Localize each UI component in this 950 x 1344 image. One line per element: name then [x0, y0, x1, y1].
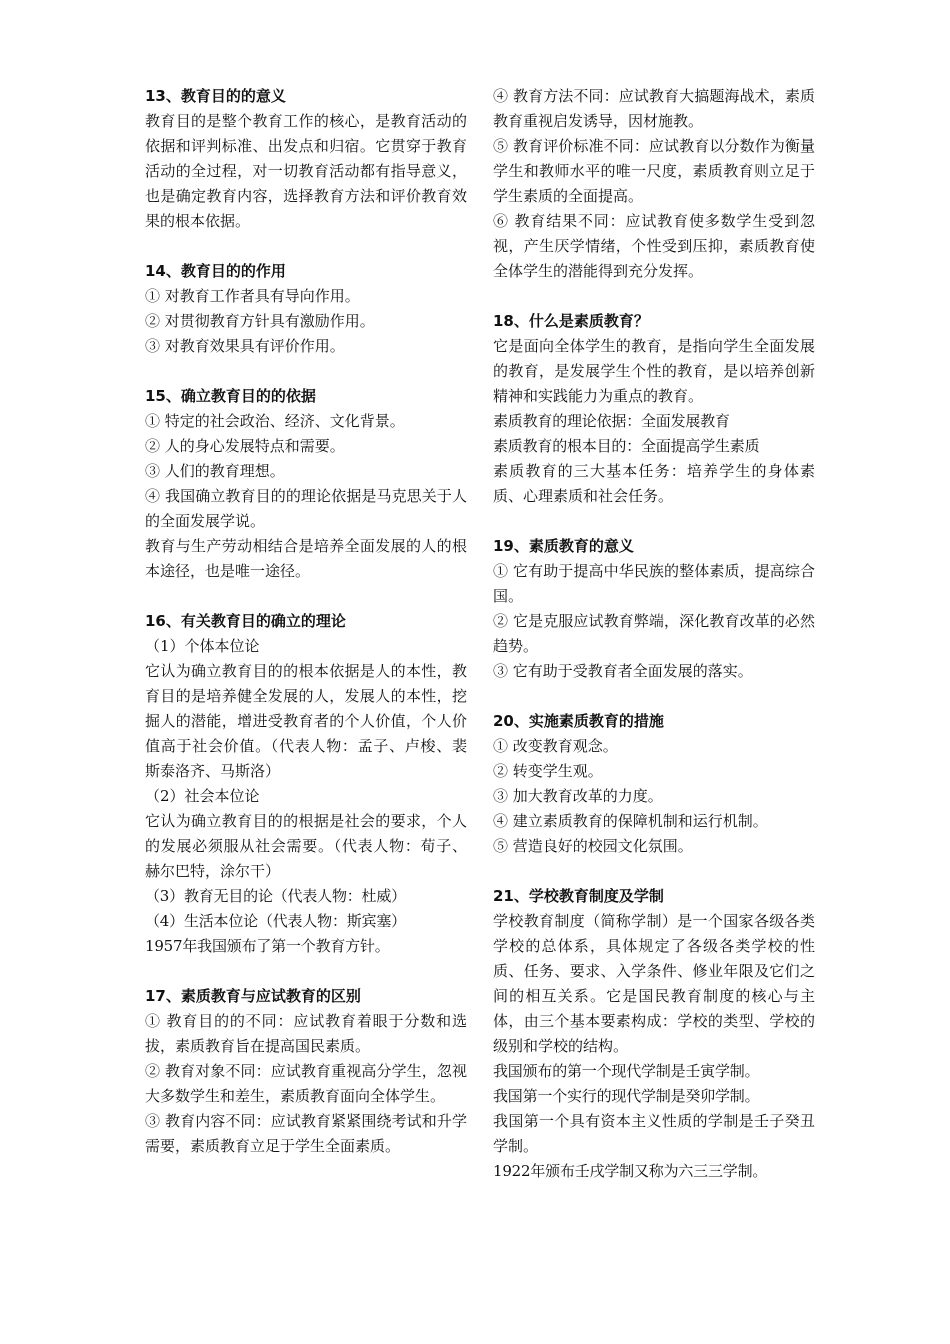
section-paragraph: ② 人的身心发展特点和需要。	[145, 437, 345, 455]
section-paragraph: ⑤ 营造良好的校园文化氛围。	[493, 837, 693, 855]
section-heading: 14、教育目的的作用	[145, 262, 286, 280]
section-paragraph: ② 转变学生观。	[493, 762, 603, 780]
section-heading: 20、实施素质教育的措施	[493, 712, 664, 730]
section-15	[145, 384, 467, 584]
section-17-continued	[493, 84, 815, 284]
section-paragraph: 我国颁布的第一个现代学制是壬寅学制。	[493, 1062, 760, 1080]
section-paragraph: ③ 加大教育改革的力度。	[493, 787, 663, 805]
section-paragraph: 1957年我国颁布了第一个教育方针。	[145, 937, 390, 955]
right-column	[493, 84, 815, 1209]
section-paragraph: （3）教育无目的论（代表人物：杜威）	[145, 887, 406, 905]
section-paragraph: （1）个体本位论	[145, 637, 260, 655]
section-14	[145, 259, 467, 359]
section-paragraph: ③ 对教育效果具有评价作用。	[145, 337, 345, 355]
section-paragraph: （2）社会本位论	[145, 787, 260, 805]
section-paragraph: ⑤ 教育评价标准不同：应试教育以分数作为衡量学生和教师水平的唯一尺度，素质教育则立足于学生素质的全面提高。	[493, 137, 815, 205]
section-heading: 19、素质教育的意义	[493, 537, 634, 555]
section-paragraph: ④ 建立素质教育的保障机制和运行机制。	[493, 812, 768, 830]
section-paragraph: （4）生活本位论（代表人物：斯宾塞）	[145, 912, 406, 930]
section-paragraph: ② 对贯彻教育方针具有激励作用。	[145, 312, 375, 330]
section-paragraph: 它认为确立教育目的的根据是社会的要求，个人的发展必须服从社会需要。（代表人物：荀子、赫尔巴特，涂尔干）	[145, 812, 467, 880]
section-paragraph: 我国第一个具有资本主义性质的学制是壬子癸丑学制。	[493, 1112, 815, 1155]
section-paragraph: ⑥ 教育结果不同：应试教育使多数学生受到忽视，产生厌学情绪，个性受到压抑，素质教育使全体学生的潜能得到充分发挥。	[493, 212, 815, 280]
section-paragraph: ③ 人们的教育理想。	[145, 462, 285, 480]
section-heading: 18、什么是素质教育？	[493, 312, 649, 330]
section-paragraph: ④ 教育方法不同：应试教育大搞题海战术，素质教育重视启发诱导，因材施教。	[493, 87, 815, 130]
section-paragraph: 它认为确立教育目的的根本依据是人的本性，教育目的是培养健全发展的人，发展人的本性，挖掘人的潜能，增进受教育者的个人价值，个人价值高于社会价值。（代表人物：孟子、卢梭、裴斯泰洛齐、马斯洛）	[145, 662, 467, 780]
section-paragraph: 素质教育的根本目的：全面提高学生素质	[493, 437, 760, 455]
section-heading: 13、教育目的的意义	[145, 87, 286, 105]
section-paragraph: 教育与生产劳动相结合是培养全面发展的人的根本途径，也是唯一途径。	[145, 537, 467, 580]
section-19	[493, 534, 815, 684]
section-paragraph: ① 教育目的的不同：应试教育着眼于分数和选拔，素质教育旨在提高国民素质。	[145, 1012, 467, 1055]
section-paragraph: ③ 教育内容不同：应试教育紧紧围绕考试和升学需要，素质教育立足于学生全面素质。	[145, 1112, 467, 1155]
section-paragraph: 素质教育的理论依据：全面发展教育	[493, 412, 730, 430]
section-paragraph: 学校教育制度（简称学制）是一个国家各级各类学校的总体系，具体规定了各级各类学校的性质、任务、要求、入学条件、修业年限及它们之间的相互关系。它是国民教育制度的核心与主体，由三个基本要素构成：学校的类型、学校的级别和学校的结构。	[493, 912, 815, 1055]
section-16	[145, 609, 467, 959]
section-17	[145, 984, 467, 1159]
section-paragraph: ① 它有助于提高中华民族的整体素质，提高综合国。	[493, 562, 815, 605]
section-paragraph: 我国第一个实行的现代学制是癸卯学制。	[493, 1087, 760, 1105]
section-paragraph: 它是面向全体学生的教育，是指向学生全面发展的教育，是发展学生个性的教育，是以培养创新精神和实践能力为重点的教育。	[493, 337, 815, 405]
left-column	[145, 84, 467, 1184]
section-paragraph: ① 特定的社会政治、经济、文化背景。	[145, 412, 405, 430]
section-paragraph: ① 对教育工作者具有导向作用。	[145, 287, 360, 305]
section-paragraph: ④ 我国确立教育目的的理论依据是马克思关于人的全面发展学说。	[145, 487, 467, 530]
section-heading: 15、确立教育目的的依据	[145, 387, 316, 405]
section-paragraph: 教育目的是整个教育工作的核心，是教育活动的依据和评判标准、出发点和归宿。它贯穿于教育活动的全过程，对一切教育活动都有指导意义，也是确定教育内容，选择教育方法和评价教育效果的根本依据。	[145, 112, 467, 230]
section-paragraph: ② 教育对象不同：应试教育重视高分学生，忽视大多数学生和差生，素质教育面向全体学生。	[145, 1062, 467, 1105]
section-paragraph: ① 改变教育观念。	[493, 737, 618, 755]
section-paragraph: ② 它是克服应试教育弊端，深化教育改革的必然趋势。	[493, 612, 815, 655]
section-heading: 17、素质教育与应试教育的区别	[145, 987, 361, 1005]
section-18	[493, 309, 815, 509]
section-21	[493, 884, 815, 1184]
section-paragraph: 1922年颁布壬戌学制又称为六三三学制。	[493, 1162, 768, 1180]
section-heading: 16、有关教育目的确立的理论	[145, 612, 346, 630]
section-13	[145, 84, 467, 234]
section-heading: 21、学校教育制度及学制	[493, 887, 664, 905]
section-paragraph: 素质教育的三大基本任务：培养学生的身体素质、心理素质和社会任务。	[493, 462, 815, 505]
section-20	[493, 709, 815, 859]
section-paragraph: ③ 它有助于受教育者全面发展的落实。	[493, 662, 753, 680]
